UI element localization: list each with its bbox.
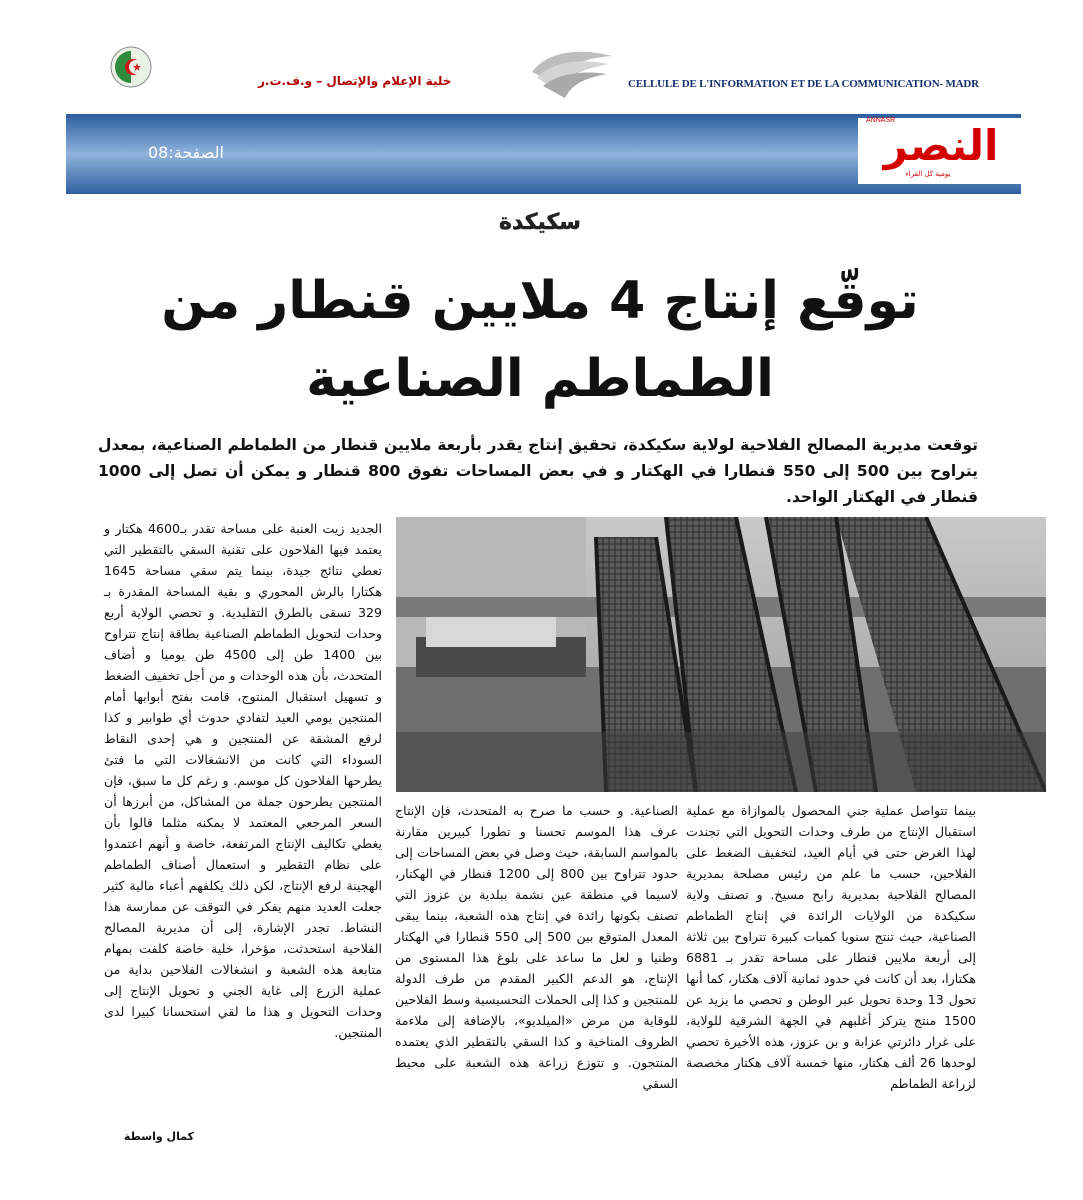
- column-text: الجديد زيت العنبة على مساحة تقدر بـ4600 هكتار و يعتمد فيها الفلاحون على تقنية السقي بالتقطير التي تعطي نتائج جيدة، بينما يتم سقي مساحة 1645 هكتارا بالرش المحوري و بقية المساحة المقدرة بـ 329 تسقى بالطرق التقليدية. و تحصي الولاية أربع وحدات لتحويل الطماطم الصناعية بطاقة إنتاج تتراوح بين 1400 طن إلى 4500 طن يوميا و أضاف المتحدث، بأن هذه الوحدات و من أجل تخفيف الضغط و تسهيل استقبال المنتوج، قامت بفتح أبوابها أمام المنتجين يومي العيد لتفادي حدوث أي طوابير و كذا لرفع المشقة عن المنتجين و هي إحدى النقاط السوداء التي كانت من الانشغالات التي ما فتئ يطرحها الفلاحون كل موسم. و رغم كل ما سبق، فإن المنتجين يطرحون جملة من المشاكل، من أبرزها أن السعر المرجعي المعتمد لا يمكنه مثلما قالوا بأن يغطي تكاليف الإنتاج المرتفعة، خاصة و أنهم اعتمدوا على نظام التقطير و استعمال أصناف الطماطم الهجينة لرفع الإنتاج، لكن ذلك يكلفهم أعباء مالية كثير جعلت العديد منهم يفكر في التوقف عن ممارسة هذا النشاط. تجدر الإشارة، إلى أن مديرية المصالح الفلاحية استحدثت، مؤخرا، خلية خاصة كلفت بمهام متابعة هذه الشعبة و انشغالات الفلاحين بداية من عملية الزرع إلى غاية الجني و تحويل الإنتاج إلى وحدات التحويل و هذا ما لقي استحسانا كبيرا لدى المنتجين.: [104, 521, 382, 1040]
- article-lede: توقعت مديرية المصالح الفلاحية لولاية سكيكدة، تحقيق إنتاج يقدر بأربعة ملايين قنطار من الطماطم الصناعية، بمعدل يتراوح بين 500 إلى 550 قنطارا في الهكتار و في بعض المساحات تفوق 800 قنطار و يمكن أن تصل إلى 1000 قنطار في الهكتار الواحد.: [98, 436, 979, 506]
- column-text: الصناعية. و حسب ما صرح به المتحدث، فإن الإنتاج عرف هذا الموسم تحسنا و تطورا كبيرين مقارنة بالمواسم السابقة، حيث وصل في بعض المساحات إلى حدود تتراوح بين 800 إلى 1200 قنطار في الهكتار، لاسيما في منطقة عين نشمة ببلدية بن عزوز التي تصنف بكونها رائدة في إنتاج هذه الشعبة، بينما يبقى المعدل المتوقع بين 500 إلى 550 قنطارا في الهكتار وطنيا و لعل ما ساعد على بلوغ هذا المستوى من الإنتاج، هو الدعم الكبير المقدم من طرف الدولة للمنتجين و كذا إلى الحملات التحسيسية وسط الفلاحين للوقاية من مرض «الميلديو»، بالإضافة إلى ملاءمة الظروف المناخية و كذا السقي بالتقطير الذي يعتمده المنتجون. و تتوزع زراعة هذه الشعبة على محيط السقي: [395, 803, 679, 1091]
- article-column-left: [104, 518, 382, 1138]
- page-number: الصفحة:08: [148, 143, 224, 162]
- newspaper-name-latin: ANNASR: [866, 117, 896, 124]
- document-header: [0, 30, 1083, 110]
- conveyor-photo-image: [396, 517, 1046, 792]
- author-signature: كمال واسطة: [123, 1130, 194, 1143]
- article-column-right: [686, 800, 976, 1160]
- cell-french-title: CELLULE DE L'INFORMATION ET DE LA COMMUNICATION- MADR: [628, 78, 979, 90]
- article-photo: [396, 517, 1046, 792]
- newspaper-name-arabic: النصر: [883, 121, 999, 170]
- newspaper-tagline: يومية كل القراء: [905, 170, 951, 178]
- algeria-emblem-icon: [110, 46, 152, 88]
- cell-arabic-title: خلية الإعلام والإتصال – و.ف.ت.ر: [258, 74, 452, 88]
- column-text: بينما تتواصل عملية جني المحصول بالموازاة مع عملية استقبال الإنتاج من طرف وحدات التحويل التي تجندت لهذا الغرض حتى في أيام العيد، لتخفيف الضغط على الفلاحين، حسب ما علم من رئيس مصلحة بمديرية المصالح الفلاحية بمديرية رابح مسيخ. و تصنف ولاية سكيكدة من الولايات الرائدة في إنتاج الطماطم الصناعية، حيث تنتج سنويا كميات كبيرة تتراوح بين ثلاثة إلى أربعة ملايين قنطار على مساحة تقدر بـ 6881 هكتارا، بعد أن كانت في حدود ثمانية آلاف هكتار، كما أنها تحول 13 وحدة تحويل عبر الوطن و تحصي ما يزيد عن 1500 منتج يتركز أغلبهم في الجهة الشرقية للولاية، على غرار دائرتي عزابة و بن عزوز، هذه الأخيرة تحصي لوحدها 26 ألف هكتار، منها خمسة آلاف هكتار مخصصة لزراعة الطماطم: [686, 803, 977, 1091]
- article-column-middle: [395, 800, 678, 1160]
- article-headline: توقّع إنتاج 4 ملايين قنطار من الطماطم الصناعية: [161, 271, 919, 409]
- newspaper-logo: [858, 118, 1024, 184]
- article-kicker: سكيكدة: [499, 210, 581, 235]
- ministry-logo-icon: [527, 42, 617, 102]
